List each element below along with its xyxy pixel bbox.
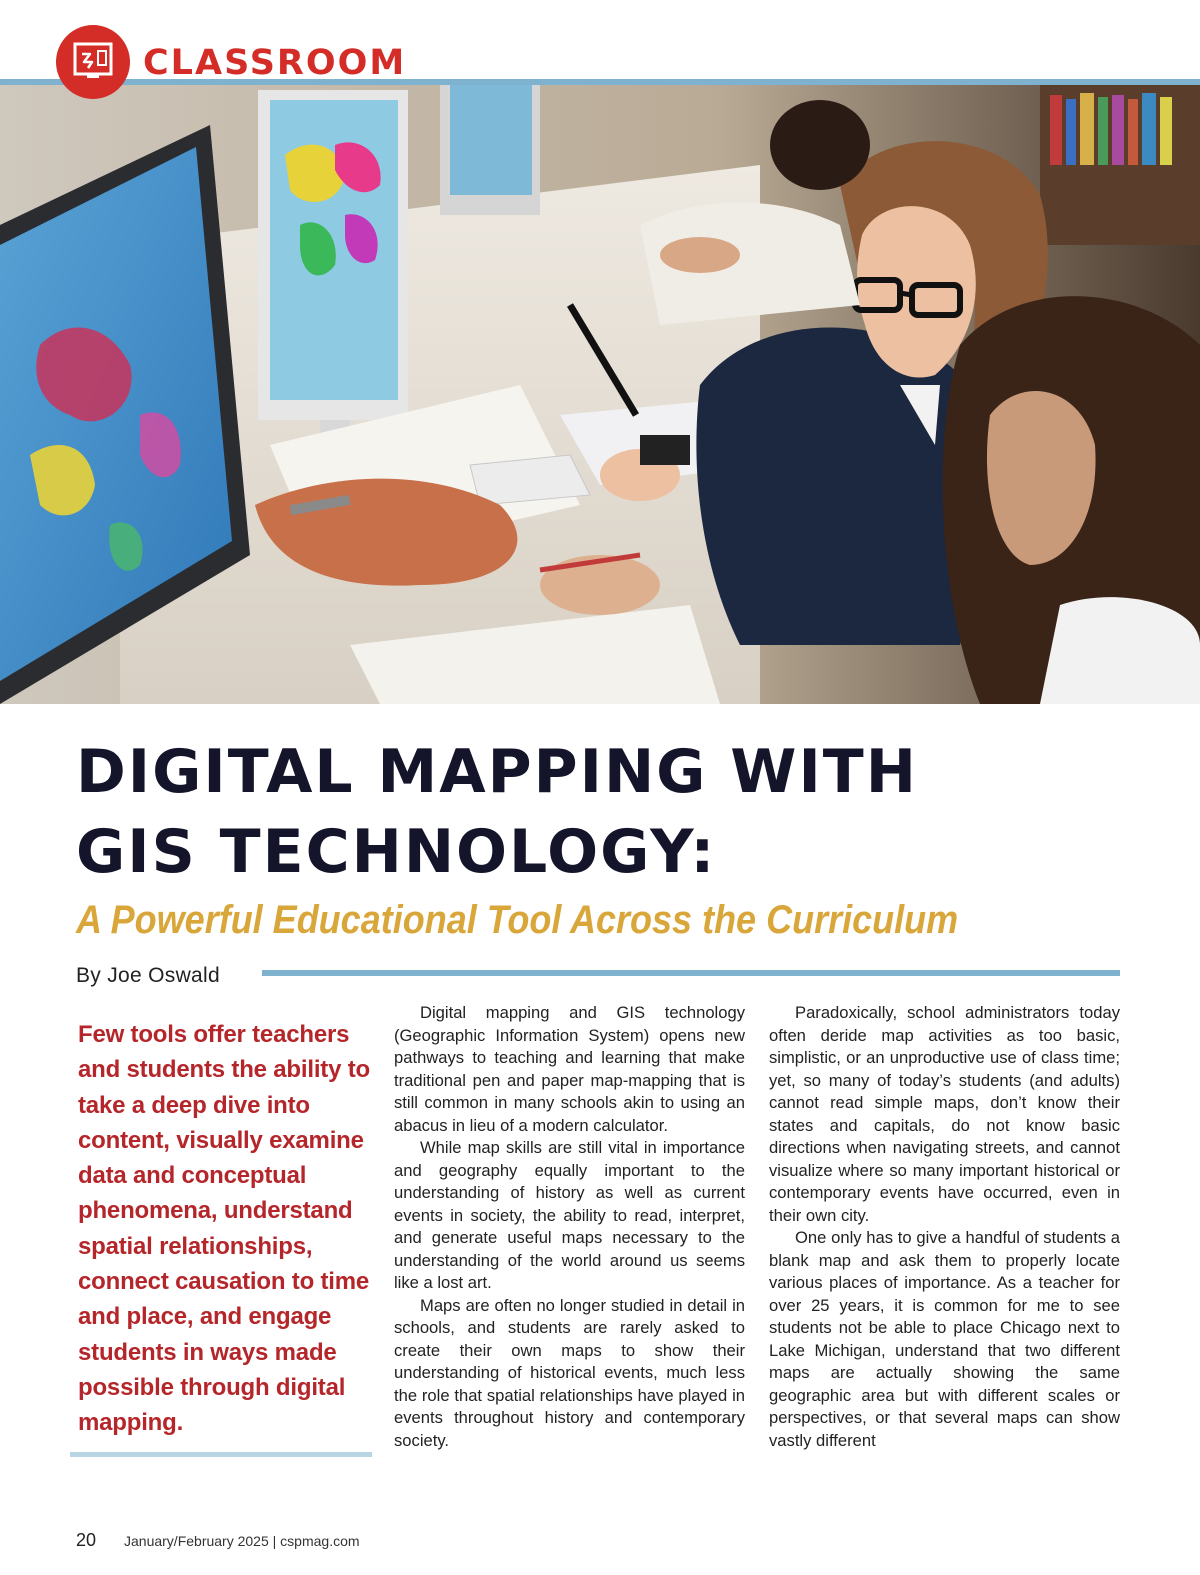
body-paragraph: Digital mapping and GIS technology (Geographic Information System) opens new pathways to teaching and learning that make traditional pen and paper map-mapping that is still common in many schools akin to using an abacus in lieu of a modern calculator. (394, 1003, 745, 1135)
article-title-line1: DIGITAL MAPPING WITH (76, 737, 918, 807)
pull-quote: Few tools offer teachers and students the ability to take a deep dive into content, visually examine data and conceptual phenomena, understand spatial relationships, connect causation to time and place, and engage students in ways made possible through digital mapping. (78, 1021, 370, 1437)
section-label: CLASSROOM (143, 43, 407, 83)
body-paragraph: Maps are often no longer studied in detail in schools, and students are rarely asked to create their own maps to show their understanding of historical events, much less the role that spatial relationships have played in events throughout history and contemporary society. (394, 1295, 745, 1450)
issue-footer: January/February 2025 | cspmag.com (124, 1533, 360, 1549)
page-number: 20 (76, 1530, 97, 1550)
article-title (76, 732, 1126, 892)
byline-rule (262, 970, 1120, 976)
body-column-2 (769, 1002, 1120, 1452)
article-subtitle: A Powerful Educational Tool Across the Curriculum (76, 898, 959, 942)
body-paragraph: Paradoxically, school administrators today often deride map activities as too basic, simplistic, or an unproductive use of class time; yet, so many of today’s students (and adults) cannot read simple maps, don’t know their states and capitals, do not know basic directions when navigating streets, and cannot visualize where so many important historical or contemporary events have occurred, even in their own city. (769, 1003, 1120, 1225)
section-badge (56, 25, 130, 99)
pull-quote-rule (70, 1452, 372, 1457)
body-paragraph: One only has to give a handful of students a blank map and ask them to properly locate various places of importance. As a teacher for over 25 years, it is common for me to see students not be able to place Chicago next to Lake Michigan, understand that two different maps are actually showing the same geographic area but with different scales or perspectives, or that several maps can show vastly different (769, 1228, 1120, 1450)
classroom-board-icon (71, 40, 115, 84)
body-column-1 (394, 1002, 745, 1452)
article-title-line2: GIS TECHNOLOGY: (76, 817, 717, 887)
body-paragraph: While map skills are still vital in importance and geography equally important to the understanding of history as well as current events in society, the ability to read, interpret, and generate useful maps necessary to the understanding of the world around us seems like a lost art. (394, 1138, 745, 1292)
hero-photo (0, 85, 1200, 704)
byline: By Joe Oswald (76, 964, 220, 987)
